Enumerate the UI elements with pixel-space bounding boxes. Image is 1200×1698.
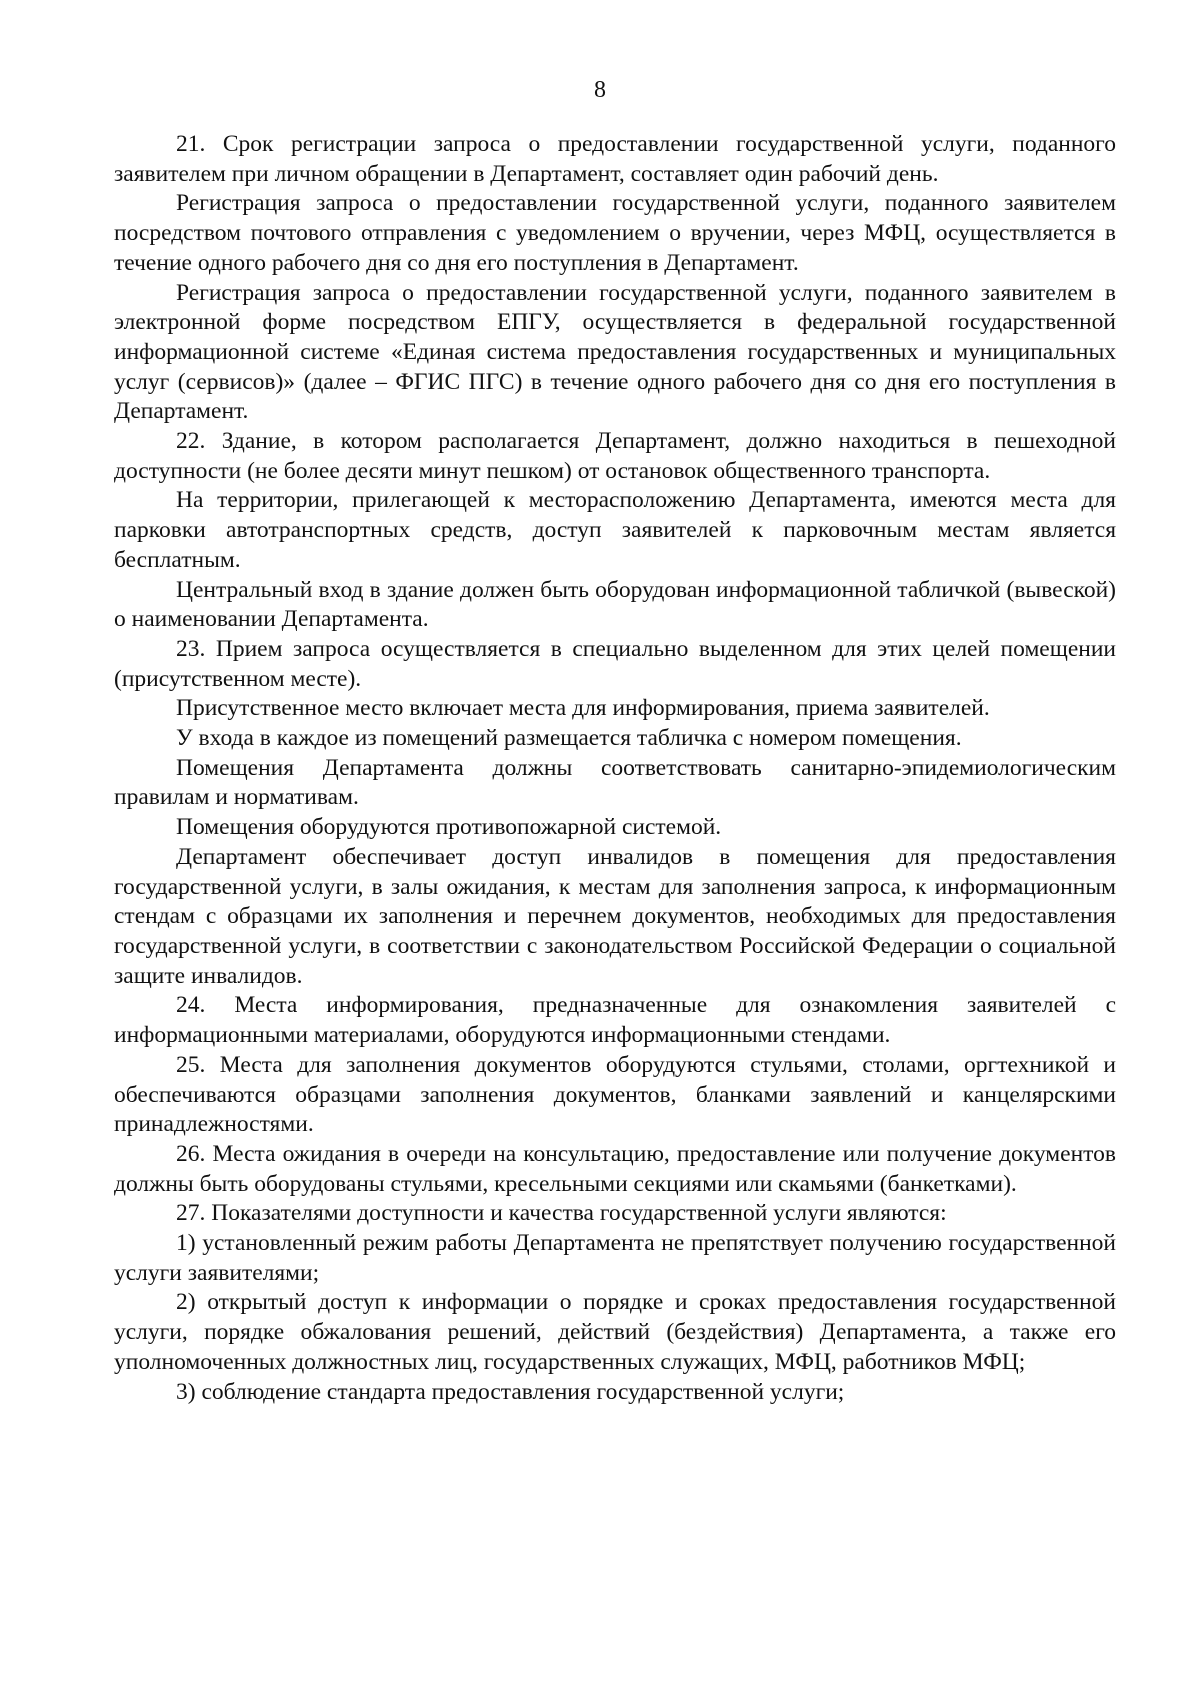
paragraph-registration-electronic: Регистрация запроса о предоставлении государственной услуги, поданного заявителем в электронной форме посредством ЕПГУ, осуществляется в федеральной государственной информационной системе «Единая система предоставления государственных и муниципальных услуг (сервисов)» (далее – ФГИС ПГС) в течение одного рабочего дня со дня его поступления в Департамент. <box>114 279 1116 425</box>
list-item-2: 2) открытый доступ к информации о порядке и сроках предоставления государственной услуги, порядке обжалования решений, действий (бездействия) Департамента, а также его уполномоченных должностных лиц, государственных служащих, МФЦ, работников МФЦ; <box>114 1289 1116 1375</box>
paragraph-23: 23. Прием запроса осуществляется в специально выделенном для этих целей помещении (присутственном месте). <box>114 635 1116 692</box>
paragraph-27: 27. Показателями доступности и качества государственной услуги являются: <box>176 1200 947 1227</box>
paragraph-21: 21. Срок регистрации запроса о предоставлении государственной услуги, поданного заявителем при личном обращении в Департамент, составляет один рабочий день. <box>114 131 1116 187</box>
list-item-1: 1) установленный режим работы Департамента не препятствует получению государственной услуги заявителями; <box>114 1230 1116 1286</box>
paragraph-26: 26. Места ожидания в очереди на консультацию, предоставление или получение документов должны быть оборудованы стульями, кресельными секциями или скамьями (банкетками). <box>114 1140 1116 1197</box>
page-number: 8 <box>594 77 606 103</box>
paragraph-25: 25. Места для заполнения документов оборудуются стульями, столами, оргтехникой и обеспечиваются образцами заполнения документов, бланками заявлений и канцелярскими принадлежностями. <box>114 1051 1116 1138</box>
paragraph-22: 22. Здание, в котором располагается Департамент, должно находиться в пешеходной доступности (не более десяти минут пешком) от остановок общественного транспорта. <box>114 428 1116 484</box>
list-item-3: 3) соблюдение стандарта предоставления государственной услуги; <box>176 1378 845 1405</box>
paragraph-entrance-sign: Центральный вход в здание должен быть оборудован информационной табличкой (вывеской) о наименовании Департамента. <box>114 576 1116 633</box>
paragraph-sanitary: Помещения Департамента должны соответствовать санитарно-эпидемиологическим правилам и нормативам. <box>114 754 1116 811</box>
paragraph-room-sign: У входа в каждое из помещений размещается табличка с номером помещения. <box>176 725 962 752</box>
paragraph-disabled-access: Департамент обеспечивает доступ инвалидов в помещения для предоставления государственной услуги, в залы ожидания, к местам для заполнения запроса, к информационным стендам с образцами их заполнения и перечнем документов, необходимых для предоставления государственной услуги, в соответствии с законодательством Российской Федерации о социальной защите инвалидов. <box>114 843 1116 989</box>
paragraph-registration-mail: Регистрация запроса о предоставлении государственной услуги, поданного заявителем посредством почтового отправления с уведомлением о вручении, через МФЦ, осуществляется в течение одного рабочего дня со дня его поступления в Департамент. <box>114 190 1116 276</box>
paragraph-parking: На территории, прилегающей к месторасположению Департамента, имеются места для парковки автотранспортных средств, доступ заявителей к парковочным местам является бесплатным. <box>114 487 1116 573</box>
document-body <box>114 130 1116 1407</box>
paragraph-24: 24. Места информирования, предназначенные для ознакомления заявителей с информационными материалами, оборудуются информационными стендами. <box>114 992 1116 1049</box>
paragraph-fire-system: Помещения оборудуются противопожарной системой. <box>176 814 722 841</box>
paragraph-reception-place: Присутственное место включает места для информирования, приема заявителей. <box>176 695 990 722</box>
